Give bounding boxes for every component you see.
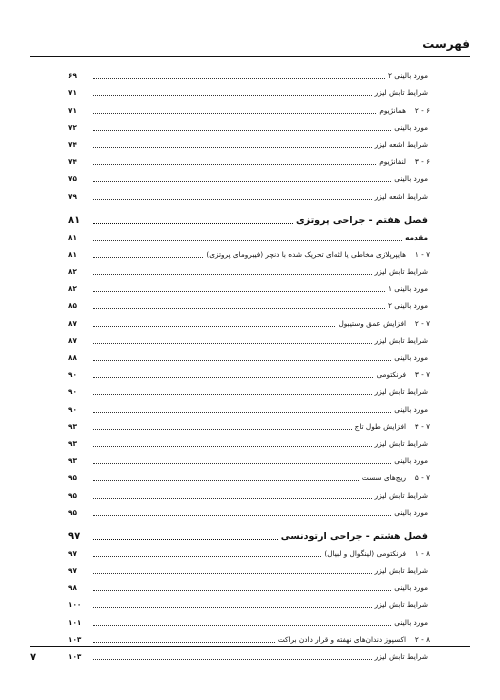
section-number: ۷ - ۳ <box>414 370 430 380</box>
toc-entry <box>68 466 430 483</box>
dot-leader <box>93 479 359 481</box>
page-ref: ۹۰ <box>68 387 77 397</box>
page-ref: ۸۷ <box>68 335 77 345</box>
entry-title: شرایط تابش لیزر <box>374 267 428 277</box>
entry-title: شرایط تابش لیزر <box>374 438 428 448</box>
entry-title: شرایط تابش لیزر <box>374 566 428 576</box>
section-number: ۶ - ۳ <box>414 157 430 167</box>
dot-leader <box>93 359 391 361</box>
toc-entry <box>68 363 430 380</box>
entry-title: فرنکتومی <box>376 370 406 380</box>
chapter-heading <box>68 202 430 226</box>
dot-leader <box>93 376 373 378</box>
dot-leader <box>93 555 321 557</box>
page-ref: ۹۰ <box>68 370 77 380</box>
table-of-contents <box>68 64 430 662</box>
toc-entry <box>68 311 430 328</box>
entry-title: مقدمه <box>405 232 428 242</box>
page-ref: ۹۳ <box>68 438 77 448</box>
dot-leader <box>93 112 376 114</box>
dot-leader <box>93 641 275 643</box>
toc-entry <box>68 167 430 184</box>
page-ref: ۱۰۳ <box>68 652 82 661</box>
dot-leader <box>93 658 372 660</box>
toc-entry <box>68 415 430 432</box>
toc-entry <box>68 593 430 610</box>
toc-entry <box>68 346 430 363</box>
dot-leader <box>93 198 372 200</box>
entry-title: شرایط اشعه لیزر <box>374 139 428 149</box>
dot-leader <box>93 163 376 165</box>
dot-leader <box>93 342 372 344</box>
dot-leader <box>93 497 372 499</box>
toc-entry <box>68 116 430 133</box>
dot-leader <box>93 572 372 574</box>
chapter-heading <box>68 518 430 542</box>
entry-title: مورد بالینی ۲ <box>388 71 428 81</box>
page-ref: ۱۰۳ <box>68 634 82 644</box>
page-ref: ۷۱ <box>68 105 77 115</box>
dot-leader <box>93 222 293 224</box>
toc-entry <box>68 397 430 414</box>
entry-title: مورد بالینی <box>394 122 428 132</box>
toc-entry <box>68 449 430 466</box>
dot-leader <box>93 589 391 591</box>
toc-entry <box>68 277 430 294</box>
entry-title: مورد بالینی ۱ <box>388 284 428 294</box>
page-ref: ۱۰۰ <box>68 600 82 610</box>
entry-title: مورد بالینی ۲ <box>388 301 428 311</box>
page-ref: ۶۹ <box>68 71 77 81</box>
page-ref: ۸۸ <box>68 353 77 362</box>
toc-entry <box>68 610 430 627</box>
dot-leader <box>93 393 372 395</box>
page-ref: ۷۱ <box>68 88 77 98</box>
entry-title: افزایش طول تاج <box>354 421 406 431</box>
entry-title: شرایط تابش لیزر <box>374 600 428 610</box>
page-title: فهرست <box>422 37 470 51</box>
entry-title: شرایط تابش لیزر <box>374 490 428 500</box>
dot-leader <box>93 514 391 516</box>
toc-entry <box>68 483 430 500</box>
section-number: ۷ - ۵ <box>414 473 430 483</box>
page-ref: ۹۵ <box>68 473 77 483</box>
page-ref: ۹۳ <box>68 421 77 431</box>
dot-leader <box>93 606 372 608</box>
page-ref: ۹۷ <box>68 530 81 542</box>
page-ref: ۸۷ <box>68 318 77 328</box>
toc-entry <box>68 501 430 518</box>
dot-leader <box>93 307 385 309</box>
entry-title: افزایش عمق وستیبول <box>338 318 406 328</box>
dot-leader <box>93 146 372 148</box>
entry-title: مورد بالینی <box>394 174 428 184</box>
page-ref: ۹۰ <box>68 404 77 414</box>
entry-title: فرنکتومی (لینگوال و لبیال) <box>324 548 406 558</box>
entry-title: هایپرپلازی مخاطی یا لثه‌ای تحریک شده با دنچر (فیبرومای پروتزی) <box>206 249 406 259</box>
toc-entry <box>68 380 430 397</box>
entry-title: شرایط تابش لیزر <box>374 88 428 98</box>
page-ref: ۸۱ <box>68 249 77 259</box>
section-number: ۶ - ۲ <box>414 105 430 115</box>
entry-title: فصل هفتم - جراحی پروتزی <box>295 214 428 226</box>
entry-title: مورد بالینی <box>394 456 428 466</box>
dot-leader <box>93 256 203 258</box>
entry-title: شرایط اشعه لیزر <box>374 191 428 201</box>
dot-leader <box>93 239 402 241</box>
toc-entry <box>68 243 430 260</box>
page-ref: ۹۳ <box>68 456 77 466</box>
page-ref: ۹۷ <box>68 548 77 558</box>
entry-title: مورد بالینی <box>394 353 428 362</box>
page-ref: ۷۲ <box>68 122 77 132</box>
entry-title: مورد بالینی <box>394 507 428 517</box>
page-ref: ۹۵ <box>68 490 77 500</box>
dot-leader <box>93 180 391 182</box>
header-divider <box>30 56 470 57</box>
page-ref: ۹۷ <box>68 566 77 576</box>
entry-title: لنفانژیوم <box>379 157 406 167</box>
page-ref: ۸۲ <box>68 267 77 277</box>
toc-entry <box>68 559 430 576</box>
page-ref: ۹۵ <box>68 507 77 517</box>
entry-title: مورد بالینی <box>394 404 428 414</box>
dot-leader <box>93 445 372 447</box>
footer-divider <box>30 646 470 647</box>
toc-entry <box>68 184 430 201</box>
entry-title: اکسپوز دندان‌های نهفته و قرار دادن براکت <box>277 634 406 644</box>
page-ref: ۸۲ <box>68 284 77 294</box>
page-ref: ۷۴ <box>68 157 77 167</box>
page-ref: ۸۵ <box>68 301 77 311</box>
entry-title: مورد بالینی <box>394 583 428 593</box>
page-ref: ۷۵ <box>68 174 77 184</box>
section-number: ۷ - ۲ <box>414 318 430 328</box>
toc-entry <box>68 628 430 645</box>
page-ref: ۷۴ <box>68 139 77 149</box>
dot-leader <box>93 428 352 430</box>
section-number: ۸ - ۱ <box>414 548 430 558</box>
section-number: ۷ - ۱ <box>414 249 430 259</box>
entry-title: فصل هشتم - جراحی ارتودنسی <box>280 530 428 542</box>
dot-leader <box>93 325 335 327</box>
entry-title: مورد بالینی <box>394 617 428 627</box>
toc-entry <box>68 133 430 150</box>
dot-leader <box>93 538 278 540</box>
toc-entry <box>68 98 430 115</box>
entry-title: شرایط تابش لیزر <box>374 387 428 397</box>
entry-title: شرایط تابش لیزر <box>374 335 428 345</box>
toc-entry <box>68 576 430 593</box>
section-number: ۸ - ۲ <box>414 634 430 644</box>
page-ref: ۱۰۱ <box>68 617 82 627</box>
entry-title: همانژیوم <box>379 105 406 115</box>
page-ref: ۸۱ <box>68 232 77 242</box>
toc-entry <box>68 294 430 311</box>
dot-leader <box>93 411 391 413</box>
toc-entry <box>68 150 430 167</box>
toc-entry <box>68 645 430 662</box>
toc-entry <box>68 226 430 243</box>
dot-leader <box>93 290 385 292</box>
dot-leader <box>93 624 391 626</box>
toc-entry <box>68 542 430 559</box>
toc-entry <box>68 81 430 98</box>
entry-title: شرایط تابش لیزر <box>374 652 428 661</box>
dot-leader <box>93 77 385 79</box>
section-number: ۷ - ۴ <box>414 421 430 431</box>
dot-leader <box>93 462 391 464</box>
page-ref: ۹۸ <box>68 583 77 593</box>
dot-leader <box>93 273 372 275</box>
toc-entry <box>68 432 430 449</box>
entry-title: ریج‌های سست <box>361 473 406 483</box>
page-number: ۷ <box>30 652 37 663</box>
page-ref: ۷۹ <box>68 191 77 201</box>
toc-entry <box>68 329 430 346</box>
dot-leader <box>93 94 372 96</box>
toc-entry <box>68 260 430 277</box>
page-ref: ۸۱ <box>68 214 81 226</box>
dot-leader <box>93 129 391 131</box>
toc-entry <box>68 64 430 81</box>
